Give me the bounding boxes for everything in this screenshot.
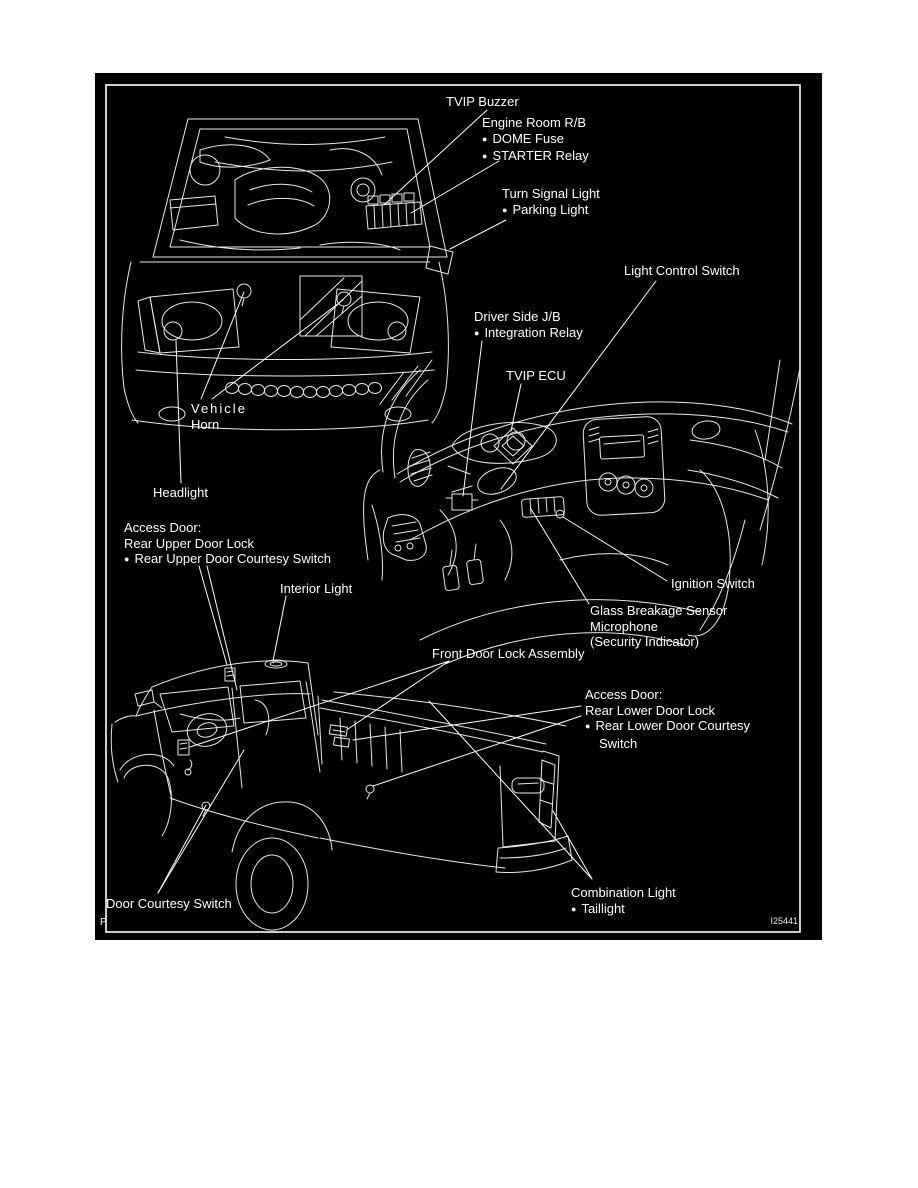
- label-tvip-buzzer: TVIP Buzzer: [446, 94, 519, 109]
- page-marker: P: [100, 917, 107, 928]
- label-access-door-upper: Access Door: Rear Upper Door Lock ● Rear Upper Door Courtesy Switch: [124, 520, 331, 566]
- bullet-dot: ●: [482, 133, 488, 144]
- label-light-control-switch: Light Control Switch: [624, 263, 740, 278]
- label-engine-room-rb: Engine Room R/B ● DOME Fuse ● STARTER Relay: [482, 115, 589, 163]
- bullet-dot: ●: [502, 204, 508, 215]
- label-front-door-lock-assembly: Front Door Lock Assembly: [432, 646, 585, 661]
- label-vehicle-horn: Vehicle Horn: [191, 401, 247, 432]
- figure-id: I25441: [770, 916, 798, 926]
- label-interior-light: Interior Light: [280, 581, 353, 596]
- bullet-dot: ●: [474, 327, 480, 338]
- label-door-courtesy-switch: Door Courtesy Switch: [106, 896, 232, 911]
- bullet-dot: ●: [571, 903, 577, 914]
- label-glass-breakage-sensor: Glass Breakage Sensor Microphone (Security Indicator): [590, 603, 728, 649]
- label-ignition-switch: Ignition Switch: [671, 576, 755, 591]
- label-headlight: Headlight: [153, 485, 208, 500]
- label-turn-signal-light: Turn Signal Light ● Parking Light: [502, 186, 600, 217]
- label-combination-light: Combination Light ● Taillight: [571, 885, 676, 916]
- label-access-door-lower: Access Door: Rear Lower Door Lock ● Rear Lower Door Courtesy Switch: [585, 687, 751, 751]
- bullet-dot: ●: [482, 151, 488, 161]
- bullet-dot: ●: [585, 721, 591, 731]
- label-driver-side-jb: Driver Side J/B ● Integration Relay: [474, 309, 583, 340]
- bullet-dot: ●: [124, 554, 130, 564]
- label-tvip-ecu: TVIP ECU: [506, 368, 566, 383]
